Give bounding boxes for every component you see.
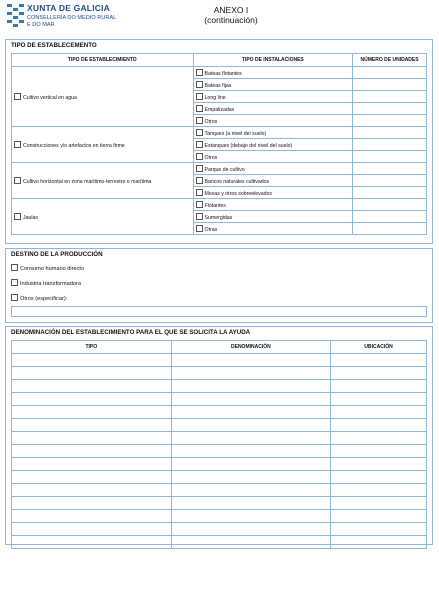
destination-section-title: DESTINO DE LA PRODUCCIÓN [11, 251, 103, 258]
installation-option-label: Mesas y otros sobreelevados [204, 190, 273, 197]
denomination-section [5, 326, 433, 545]
establishment-type-label: Jaulas [23, 214, 38, 221]
annex-heading [181, 5, 281, 25]
checkbox[interactable] [196, 225, 203, 232]
destination-option-label: Consumo humano directo [20, 266, 85, 272]
type-input-cell[interactable] [12, 406, 172, 419]
location-input-cell[interactable] [331, 354, 427, 367]
destination-option[interactable] [11, 279, 81, 287]
name-input-cell[interactable] [171, 367, 331, 380]
installation-option-cell[interactable] [193, 163, 353, 175]
installation-option-cell[interactable] [193, 127, 353, 139]
checkbox[interactable] [14, 141, 21, 148]
establishment-row [12, 199, 427, 211]
establishment-header-row [12, 54, 427, 67]
destination-option-label: Otros (especificar): [20, 296, 68, 302]
units-input-cell[interactable] [353, 67, 427, 79]
checkbox[interactable] [196, 69, 203, 76]
denomination-row [12, 458, 427, 471]
location-input-cell[interactable] [331, 406, 427, 419]
annex-title: ANEXO I [213, 5, 249, 15]
denomination-row [12, 536, 427, 549]
installation-option-label: Otros [204, 118, 218, 125]
establishment-type-label: Cultivo horizontal en zona marítimo-terrestre o marítima [23, 178, 152, 185]
establishment-type-cell[interactable] [12, 127, 194, 163]
type-input-cell[interactable] [12, 393, 172, 406]
name-input-cell[interactable] [171, 445, 331, 458]
installation-option-label: Otros [204, 154, 218, 161]
denomination-table [11, 340, 427, 549]
installation-option-label: Tanques (a nivel del suelo) [204, 130, 267, 137]
location-input-cell[interactable] [331, 497, 427, 510]
denomination-section-title: DENOMINACIÓN DEL ESTABLECIMIENTO PARA EL QUE SE SOLICITA LA AYUDA [11, 329, 251, 336]
type-input-cell[interactable] [12, 471, 172, 484]
location-input-cell[interactable] [331, 484, 427, 497]
installation-option-cell[interactable] [193, 139, 353, 151]
installation-option-label: Estanques (debajo del nivel del suelo) [204, 142, 293, 149]
denomination-row [12, 445, 427, 458]
establishment-row [12, 127, 427, 139]
type-input-cell[interactable] [12, 367, 172, 380]
denomination-row [12, 354, 427, 367]
location-input-cell[interactable] [331, 510, 427, 523]
col-header-type: TIPO DE ESTABLECIMIENTO [12, 54, 194, 67]
location-input-cell[interactable] [331, 419, 427, 432]
name-input-cell[interactable] [171, 354, 331, 367]
installation-option-cell[interactable] [193, 187, 353, 199]
name-input-cell[interactable] [171, 484, 331, 497]
other-specify-field[interactable] [11, 306, 427, 317]
checkbox[interactable] [14, 93, 21, 100]
brand-name: XUNTA DE GALICIA [27, 3, 111, 13]
installation-option-label: Bateas fijas [204, 82, 232, 89]
units-input-cell[interactable] [353, 79, 427, 91]
denomination-row [12, 367, 427, 380]
col-header-location: UBICACIÓN [331, 341, 427, 354]
checkbox[interactable] [196, 213, 203, 220]
units-input-cell[interactable] [353, 127, 427, 139]
type-input-cell[interactable] [12, 432, 172, 445]
name-input-cell[interactable] [171, 471, 331, 484]
units-input-cell[interactable] [353, 223, 427, 235]
location-input-cell[interactable] [331, 536, 427, 549]
location-input-cell[interactable] [331, 445, 427, 458]
establishment-table [11, 53, 427, 235]
name-input-cell[interactable] [171, 458, 331, 471]
name-input-cell[interactable] [171, 432, 331, 445]
installation-option-cell[interactable] [193, 103, 353, 115]
location-input-cell[interactable] [331, 367, 427, 380]
installation-option-cell[interactable] [193, 115, 353, 127]
checkbox[interactable] [196, 81, 203, 88]
establishment-section [5, 39, 433, 244]
installation-option-label: Bancos naturales cultivados [204, 178, 270, 185]
name-input-cell[interactable] [171, 510, 331, 523]
name-input-cell[interactable] [171, 380, 331, 393]
installation-option-cell[interactable] [193, 67, 353, 79]
installation-option-cell[interactable] [193, 199, 353, 211]
installation-option-cell[interactable] [193, 91, 353, 103]
checkbox[interactable] [196, 165, 203, 172]
checkbox[interactable] [196, 177, 203, 184]
location-input-cell[interactable] [331, 380, 427, 393]
denomination-row [12, 419, 427, 432]
type-input-cell[interactable] [12, 484, 172, 497]
denomination-row [12, 406, 427, 419]
department-name [27, 15, 116, 28]
establishment-type-cell[interactable] [12, 199, 194, 235]
location-input-cell[interactable] [331, 523, 427, 536]
type-input-cell[interactable] [12, 523, 172, 536]
type-input-cell[interactable] [12, 536, 172, 549]
name-input-cell[interactable] [171, 393, 331, 406]
type-input-cell[interactable] [12, 354, 172, 367]
name-input-cell[interactable] [171, 523, 331, 536]
xunta-logo-icon [6, 3, 24, 31]
type-input-cell[interactable] [12, 445, 172, 458]
col-header-install: TIPO DE INSTALACIONES [193, 54, 353, 67]
units-input-cell[interactable] [353, 151, 427, 163]
checkbox[interactable] [14, 177, 21, 184]
denomination-row [12, 523, 427, 536]
units-input-cell[interactable] [353, 211, 427, 223]
location-input-cell[interactable] [331, 458, 427, 471]
type-input-cell[interactable] [12, 510, 172, 523]
installation-option-cell[interactable] [193, 175, 353, 187]
checkbox[interactable] [11, 294, 18, 301]
checkbox[interactable] [11, 264, 18, 271]
installation-option-cell[interactable] [193, 151, 353, 163]
units-input-cell[interactable] [353, 163, 427, 175]
installation-option-label: Otras [204, 226, 218, 233]
units-input-cell[interactable] [353, 175, 427, 187]
units-input-cell[interactable] [353, 139, 427, 151]
location-input-cell[interactable] [331, 471, 427, 484]
col-header-type: TIPO [12, 341, 172, 354]
type-input-cell[interactable] [12, 380, 172, 393]
checkbox[interactable] [196, 93, 203, 100]
destination-option-label: Industria transformadora [20, 281, 81, 287]
name-input-cell[interactable] [171, 406, 331, 419]
type-input-cell[interactable] [12, 419, 172, 432]
establishment-row [12, 163, 427, 175]
installation-option-cell[interactable] [193, 211, 353, 223]
establishment-type-cell[interactable] [12, 163, 194, 199]
installation-option-label: Bateas flotantes [204, 70, 242, 77]
establishment-type-label: Construcciones y/o artefactos en tierra firme [23, 142, 125, 149]
location-input-cell[interactable] [331, 393, 427, 406]
name-input-cell[interactable] [171, 536, 331, 549]
checkbox[interactable] [196, 201, 203, 208]
destination-option[interactable] [11, 294, 67, 302]
installation-option-cell[interactable] [193, 223, 353, 235]
installation-option-label: Flotantes [204, 202, 226, 209]
department-line-2: E DO MAR [27, 21, 55, 28]
denomination-header-row [12, 341, 427, 354]
units-input-cell[interactable] [353, 103, 427, 115]
annex-subtitle: (continuación) [204, 15, 258, 25]
type-input-cell[interactable] [12, 458, 172, 471]
destination-section [5, 248, 433, 323]
establishment-type-cell[interactable] [12, 67, 194, 127]
col-header-units: NÚMERO DE UNIDADES [353, 54, 427, 67]
checkbox[interactable] [196, 189, 203, 196]
denomination-row [12, 510, 427, 523]
denomination-row [12, 471, 427, 484]
checkbox[interactable] [196, 129, 203, 136]
type-input-cell[interactable] [12, 497, 172, 510]
checkbox[interactable] [196, 117, 203, 124]
establishment-row [12, 67, 427, 79]
name-input-cell[interactable] [171, 497, 331, 510]
installation-option-label: Empalizadas [204, 106, 235, 113]
denomination-row [12, 497, 427, 510]
units-input-cell[interactable] [353, 199, 427, 211]
destination-option[interactable] [11, 264, 84, 272]
location-input-cell[interactable] [331, 432, 427, 445]
col-header-name: DENOMINACIÓN [171, 341, 331, 354]
department-line-1: CONSELLERÍA DO MEDIO RURAL [27, 15, 117, 21]
installation-option-label: Sumergidas [204, 214, 233, 221]
checkbox[interactable] [196, 141, 203, 148]
denomination-row [12, 484, 427, 497]
establishment-section-title: TIPO DE ESTABLECEMENTO [11, 42, 97, 49]
name-input-cell[interactable] [171, 419, 331, 432]
units-input-cell[interactable] [353, 187, 427, 199]
units-input-cell[interactable] [353, 115, 427, 127]
checkbox[interactable] [14, 213, 21, 220]
denomination-row [12, 393, 427, 406]
checkbox[interactable] [11, 279, 18, 286]
denomination-row [12, 380, 427, 393]
checkbox[interactable] [196, 153, 203, 160]
checkbox[interactable] [196, 105, 203, 112]
installation-option-cell[interactable] [193, 79, 353, 91]
installation-option-label: Parque de cultivo [204, 166, 245, 173]
units-input-cell[interactable] [353, 91, 427, 103]
denomination-row [12, 432, 427, 445]
installation-option-label: Long line [204, 94, 226, 101]
establishment-type-label: Cultivo vertical en agua [23, 94, 77, 101]
page-header [6, 3, 436, 35]
